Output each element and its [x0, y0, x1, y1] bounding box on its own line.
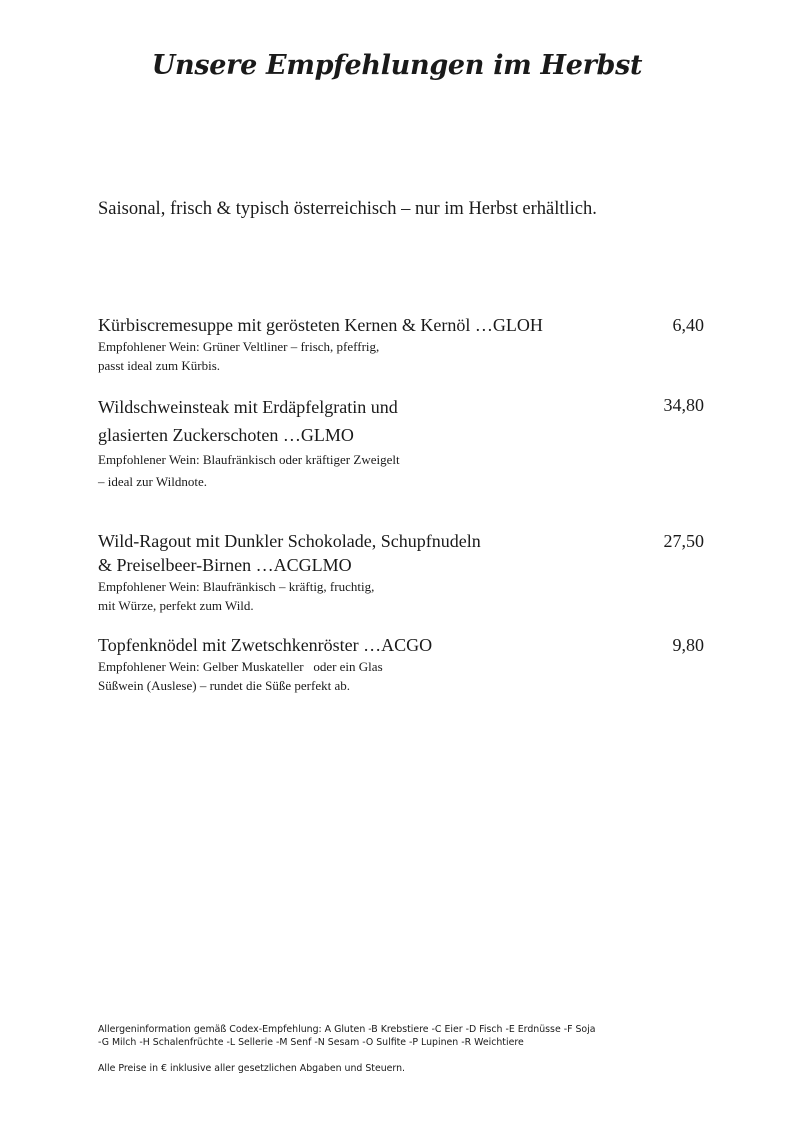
- allergen-info: [98, 1023, 698, 1049]
- page-title: Unsere Empfehlungen im Herbst: [151, 50, 643, 81]
- dish-name: [98, 633, 618, 657]
- dish-name-line: Wildschweinsteak mit Erdäpfelgratin und: [98, 397, 398, 417]
- wine-line: – ideal zur Wildnote.: [98, 474, 207, 489]
- dish-price: 34,80: [663, 395, 704, 415]
- wine-line: mit Würze, perfekt zum Wild.: [98, 598, 254, 613]
- wine-line: Empfohlener Wein: Blaufränkisch – kräftig, fruchtig,: [98, 579, 375, 594]
- dish-name-line: Wild-Ragout mit Dunkler Schokolade, Schupfnudeln: [98, 531, 481, 551]
- intro-text: Saisonal, frisch & typisch österreichisch – nur im Herbst erhältlich.: [98, 199, 597, 219]
- wine-recommendation: [98, 337, 478, 375]
- dish-name: [98, 313, 618, 337]
- wine-line: Empfohlener Wein: Grüner Veltliner – frisch, pfeffrig,: [98, 339, 380, 354]
- wine-line: passt ideal zum Kürbis.: [98, 358, 221, 373]
- menu-item: [98, 529, 704, 615]
- menu-item: [98, 633, 704, 695]
- wine-line: Empfohlener Wein: Blaufränkisch oder kräftiger Zweigelt: [98, 452, 400, 467]
- dish-name-line: & Preiselbeer-Birnen …ACGLMO: [98, 555, 352, 575]
- dish-name: [98, 529, 618, 577]
- menu-item: [98, 313, 704, 375]
- menu-item: [98, 393, 704, 493]
- wine-line: Süßwein (Auslese) – rundet die Süße perfekt ab.: [98, 678, 350, 693]
- dish-price: 27,50: [663, 531, 704, 551]
- wine-line: Empfohlener Wein: Gelber Muskateller oder ein Glas: [98, 659, 383, 674]
- wine-recommendation: [98, 577, 478, 615]
- allergen-line: -G Milch -H Schalenfrüchte -L Sellerie -M Senf -N Sesam -O Sulfite -P Lupinen -R Weichtiere: [98, 1037, 524, 1048]
- dish-name: [98, 393, 618, 449]
- wine-recommendation: [98, 449, 478, 493]
- dish-price: 6,40: [672, 315, 704, 335]
- dish-name-line: Topfenknödel mit Zwetschkenröster …ACGO: [98, 635, 433, 655]
- wine-recommendation: [98, 657, 478, 695]
- dish-price: 9,80: [672, 635, 704, 655]
- price-note: Alle Preise in € inklusive aller gesetzlichen Abgaben und Steuern.: [98, 1063, 406, 1074]
- allergen-line: Allergeninformation gemäß Codex-Empfehlung: A Gluten -B Krebstiere -C Eier -D Fisch -E Erdnüsse -F Soja: [98, 1024, 596, 1035]
- dish-name-line: glasierten Zuckerschoten …GLMO: [98, 425, 354, 445]
- dish-name-line: Kürbiscremesuppe mit gerösteten Kernen & Kernöl …GLOH: [98, 315, 543, 335]
